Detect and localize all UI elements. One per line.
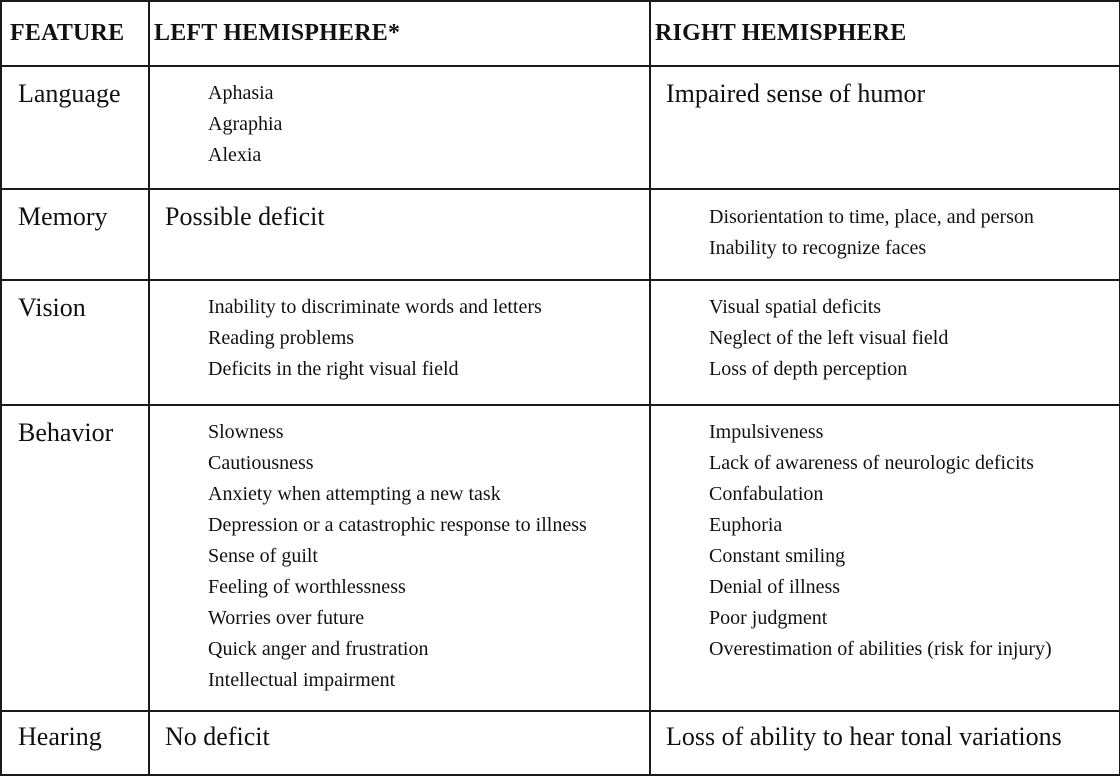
list-item: Lack of awareness of neurologic deficits [709,452,1034,474]
list-item: Alexia [208,144,262,166]
right-cell [650,189,1120,280]
list-item: Confabulation [709,483,824,505]
table-row [1,711,1120,775]
list-item: Intellectual impairment [208,669,396,691]
table-row [1,405,1120,711]
right-cell: Loss of ability to hear tonal variations [650,711,1120,775]
right-cell [650,280,1120,405]
list-item: Constant smiling [709,545,846,567]
header-right-hemisphere: RIGHT HEMISPHERE [650,1,1120,66]
feature-cell: Vision [1,280,149,405]
list-item: Euphoria [709,514,783,536]
left-cell: Possible deficit [149,189,650,280]
list-item: Feeling of worthlessness [208,576,406,598]
list-item: Slowness [208,421,284,443]
list-item: Deficits in the right visual field [208,358,459,380]
feature-cell: Hearing [1,711,149,775]
list-item: Worries over future [208,607,365,629]
table-row [1,189,1120,280]
list-item: Agraphia [208,113,283,135]
left-cell [149,66,650,189]
list-item: Sense of guilt [208,545,318,567]
list-item: Reading problems [208,327,355,349]
list-item: Inability to discriminate words and letters [208,296,542,318]
table-row [1,280,1120,405]
left-cell: No deficit [149,711,650,775]
list-item: Poor judgment [709,607,828,629]
list-item: Anxiety when attempting a new task [208,483,501,505]
list-item: Quick anger and frustration [208,638,429,660]
right-cell: Impaired sense of humor [650,66,1120,189]
feature-cell: Language [1,66,149,189]
list-item: Visual spatial deficits [709,296,882,318]
header-left-hemisphere: LEFT HEMISPHERE* [149,1,650,66]
right-cell [650,405,1120,711]
list-item: Depression or a catastrophic response to illness [208,514,587,536]
list-item: Inability to recognize faces [709,237,927,259]
list-item: Aphasia [208,82,274,104]
left-cell [149,280,650,405]
list-item: Disorientation to time, place, and person [709,206,1034,228]
left-cell [149,405,650,711]
table-row [1,66,1120,189]
list-item: Overestimation of abilities (risk for injury) [709,638,1052,660]
feature-cell: Memory [1,189,149,280]
feature-cell: Behavior [1,405,149,711]
list-item: Loss of depth perception [709,358,908,380]
list-item: Denial of illness [709,576,841,598]
header-row [1,1,1120,66]
list-item: Cautiousness [208,452,314,474]
list-item: Neglect of the left visual field [709,327,949,349]
list-item: Impulsiveness [709,421,824,443]
header-feature: FEATURE [1,1,149,66]
